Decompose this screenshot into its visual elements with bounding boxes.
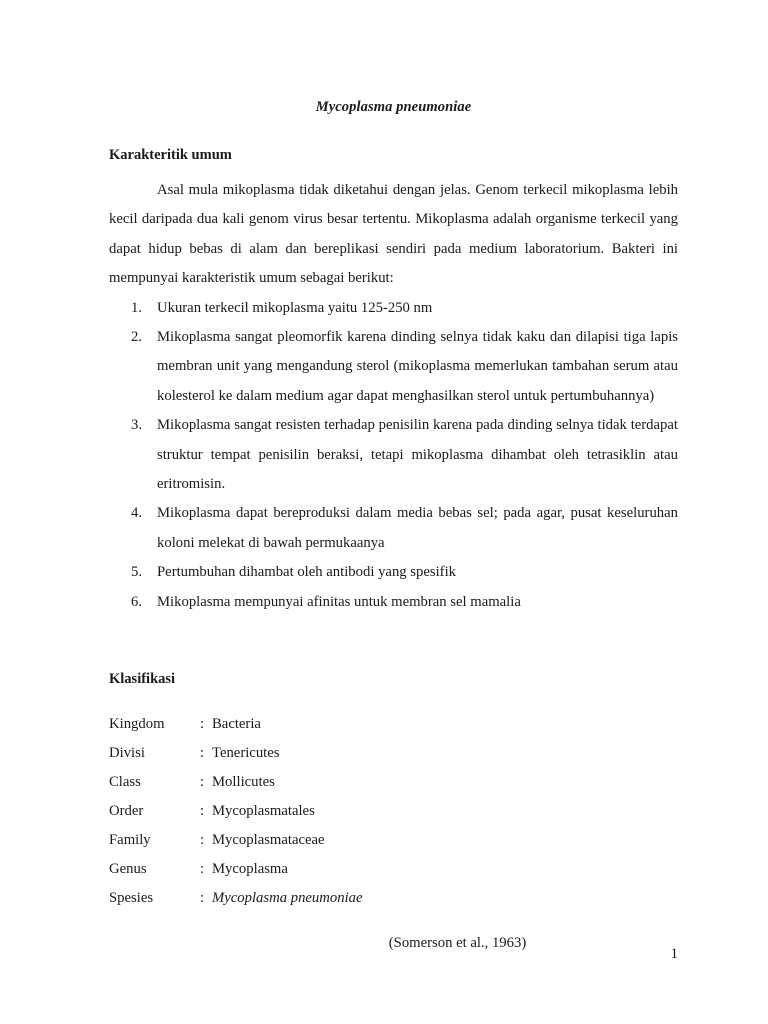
taxonomy-rank-label: Spesies (109, 889, 154, 906)
table-row (109, 797, 363, 826)
table-row (109, 884, 363, 913)
document-title: Mycoplasma pneumoniae (315, 99, 472, 115)
taxonomy-rank-label: Family (109, 831, 151, 848)
characteristics-list (109, 294, 678, 617)
list-item (109, 558, 678, 587)
taxonomy-colon: : (200, 802, 205, 819)
taxonomy-table (109, 710, 363, 913)
page-content (109, 100, 678, 950)
section-heading-classification: Klasifikasi (109, 671, 176, 688)
list-item-marker: 4. (131, 505, 143, 522)
table-row (109, 826, 363, 855)
list-item-marker: 1. (131, 299, 143, 316)
list-item (109, 411, 678, 499)
list-item-marker: 6. (131, 593, 143, 610)
table-row (109, 710, 363, 739)
list-item (109, 588, 678, 617)
list-item (109, 323, 678, 411)
taxonomy-colon: : (200, 831, 205, 848)
taxonomy-rank-label: Order (109, 802, 144, 819)
taxonomy-rank-value: Mycoplasma (212, 860, 288, 877)
list-item-text: Ukuran terkecil mikoplasma yaitu 125-250 nm (157, 299, 433, 316)
taxonomy-colon: : (200, 860, 205, 877)
list-item-text: Mikoplasma dapat bereproduksi dalam media bebas sel; pada agar, pusat keseluruhan koloni melekat di bawah permukaanya (157, 505, 678, 551)
list-item-text: Mikoplasma sangat pleomorfik karena dinding selnya tidak kaku dan dilapisi tiga lapis membran unit yang mengandung sterol (mikoplasma memerlukan tambahan serum atau kolesterol ke dalam medium agar dapat menghasilkan sterol untuk pertumbuhannya) (157, 329, 678, 404)
taxonomy-rank-value: Mycoplasmataceae (212, 831, 325, 848)
taxonomy-rank-value: Bacteria (212, 715, 261, 732)
list-item (109, 499, 678, 558)
list-item-text: Mikoplasma mempunyai afinitas untuk membran sel mamalia (157, 593, 521, 610)
taxonomy-rank-value: Mollicutes (212, 773, 275, 790)
table-row (109, 768, 363, 797)
section-heading-characteristics: Karakteritik umum (109, 146, 232, 163)
taxonomy-colon: : (200, 889, 205, 906)
taxonomy-rank-label: Divisi (109, 744, 145, 761)
list-item-marker: 3. (131, 417, 143, 434)
list-item-marker: 2. (131, 329, 143, 346)
taxonomy-rank-value: Mycoplasma pneumoniae (212, 889, 363, 906)
taxonomy-rank-label: Kingdom (109, 715, 165, 732)
taxonomy-rank-value: Mycoplasmatales (212, 802, 315, 819)
intro-paragraph: Asal mula mikoplasma tidak diketahui dengan jelas. Genom terkecil mikoplasma lebih kecil daripada dua kali genom virus besar tertentu. Mikoplasma adalah organisme terkecil yang dapat hidup bebas di alam dan bereplikasi sendiri pada medium laboratorium. Bakteri ini mempunyai karakteristik umum sebagai berikut: (109, 182, 678, 287)
taxonomy-colon: : (200, 744, 205, 761)
citation-reference: (Somerson et al., 1963) (388, 934, 527, 951)
table-row (109, 855, 363, 884)
list-item-marker: 5. (131, 564, 143, 581)
list-item-text: Pertumbuhan dihambat oleh antibodi yang spesifik (157, 564, 456, 581)
list-item-text: Mikoplasma sangat resisten terhadap penisilin karena pada dinding selnya tidak terdapat struktur tempat penisilin beraksi, tetapi mikoplasma dihambat oleh tetrasiklin atau eritromisin. (157, 417, 678, 493)
taxonomy-rank-value: Tenericutes (212, 744, 280, 761)
taxonomy-rank-label: Class (109, 773, 141, 790)
taxonomy-colon: : (200, 773, 205, 790)
page-number: 1 (670, 946, 678, 962)
list-item (109, 294, 678, 323)
taxonomy-colon: : (200, 715, 205, 732)
table-row (109, 739, 363, 768)
taxonomy-rank-label: Genus (109, 860, 147, 877)
